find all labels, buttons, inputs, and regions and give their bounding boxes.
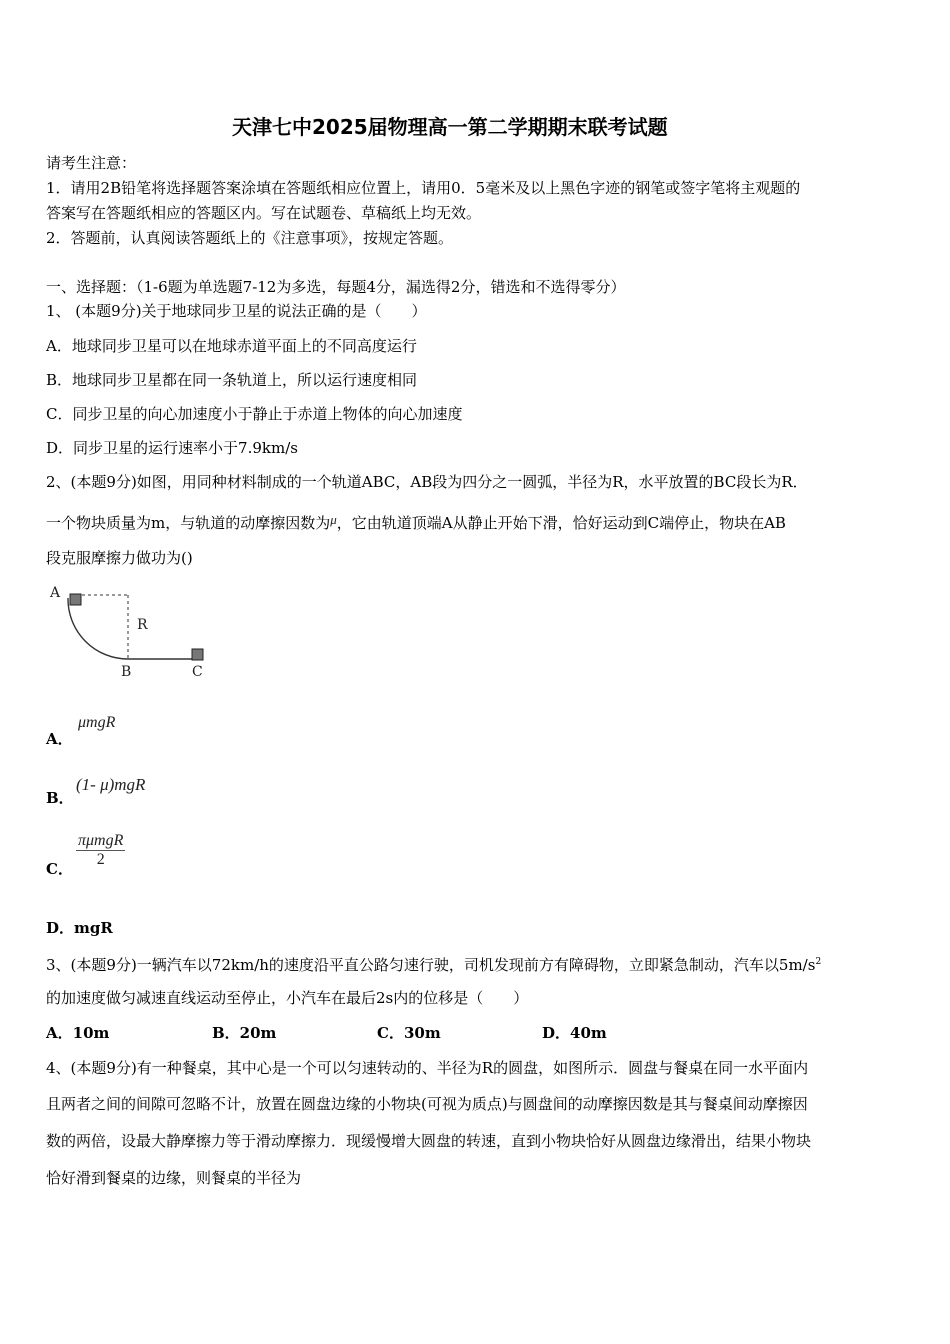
question-3-option-a: A．10m [46, 1024, 110, 1042]
question-1-stem: 1、 (本题9分)关于地球同步卫星的说法正确的是（ ） [46, 302, 427, 320]
question-2-option-b-expr: (1- μ)mgR [76, 775, 146, 794]
question-2-line-2-start: 一个物块质量为m，与轨道的动摩擦因数为 [46, 514, 331, 532]
question-2-line-2-end: ，它由轨道顶端A从静止开始下滑，恰好运动到C端停止，物块在AB [336, 514, 786, 532]
question-4-line-1: 4、(本题9分)有一种餐桌，其中心是一个可以匀速转动的、半径为R的圆盘，如图所示．圆盘与餐桌在同一水平面内 [46, 1059, 809, 1077]
question-1-option-d: D．同步卫星的运行速率小于7.9km/s [46, 439, 298, 457]
question-4-line-2: 且两者之间的间隙可忽略不计，放置在圆盘边缘的小物块(可视为质点)与圆盘间的动摩擦因数是其与餐桌间动摩擦因 [46, 1095, 808, 1113]
question-4-line-4: 恰好滑到餐桌的边缘，则餐桌的半径为 [46, 1169, 302, 1187]
label-a: A [50, 585, 61, 601]
question-2-option-d: D．mgR [46, 919, 113, 937]
mu-symbol: μ [330, 512, 337, 527]
question-1-option-b: B．地球同步卫星都在同一条轨道上，所以运行速度相同 [46, 371, 418, 389]
question-2-line-2 [46, 510, 786, 533]
page-title: 天津七中2025届物理高一第二学期期末联考试题 [232, 115, 668, 139]
fraction-denominator: 2 [96, 851, 105, 868]
question-3-line-1 [46, 952, 821, 975]
section-header: 一、选择题：（1-6题为单选题7-12为多选，每题4分，漏选得2分，错选和不选得零分） [46, 278, 626, 296]
question-3-option-b: B．20m [212, 1024, 277, 1042]
question-3-line-2: 的加速度做匀减速直线运动至停止，小汽车在最后2s内的位移是（ ） [46, 989, 529, 1007]
question-2-option-a-expr: μmgR [78, 714, 116, 731]
notice-item-1-line-1: 1．请用2B铅笔将选择题答案涂填在答题纸相应位置上，请用0．5毫米及以上黑色字迹的钢笔或签字笔将主观题的 [46, 179, 801, 197]
question-2-option-b-label: B． [46, 789, 74, 807]
block-at-a [70, 594, 81, 605]
question-2-option-c-fraction [76, 832, 125, 869]
block-at-c [192, 649, 203, 660]
question-2-option-a-label: A． [46, 730, 73, 748]
question-3-option-c: C．30m [377, 1024, 441, 1042]
track-diagram [40, 580, 220, 685]
question-4-line-3: 数的两倍，设最大静摩擦力等于滑动摩擦力．现缓慢增大圆盘的转速，直到小物块恰好从圆盘边缘滑出，结果小物块 [46, 1132, 812, 1150]
arc-ab [68, 598, 128, 659]
question-2-line-1: 2、(本题9分)如图，用同种材料制成的一个轨道ABC，AB段为四分之一圆弧，半径为R，水平放置的BC段长为R． [46, 473, 808, 491]
question-2-line-3: 段克服摩擦力做功为() [46, 549, 193, 567]
notice-item-1-line-2: 答案写在答题纸相应的答题区内。写在试题卷、草稿纸上均无效。 [46, 204, 482, 222]
question-1-option-c: C．同步卫星的向心加速度小于静止于赤道上物体的向心加速度 [46, 405, 463, 423]
question-2-option-c-label: C． [46, 860, 73, 878]
superscript-2: 2 [815, 957, 822, 967]
question-3-option-d: D．40m [542, 1024, 607, 1042]
notice-item-2: 2．答题前，认真阅读答题纸上的《注意事项》，按规定答题。 [46, 229, 454, 247]
question-1-option-a: A．地球同步卫星可以在地球赤道平面上的不同高度运行 [46, 337, 417, 355]
label-c: C [192, 664, 203, 680]
question-3-line-1-text: 3、(本题9分)一辆汽车以72km/h的速度沿平直公路匀速行驶，司机发现前方有障碍物，立即紧急制动，汽车以5m/s [46, 956, 816, 974]
notice-heading: 请考生注意： [46, 154, 137, 172]
label-r: R [137, 617, 148, 633]
fraction-numerator: πμmgR [78, 832, 124, 849]
label-b: B [121, 664, 132, 680]
